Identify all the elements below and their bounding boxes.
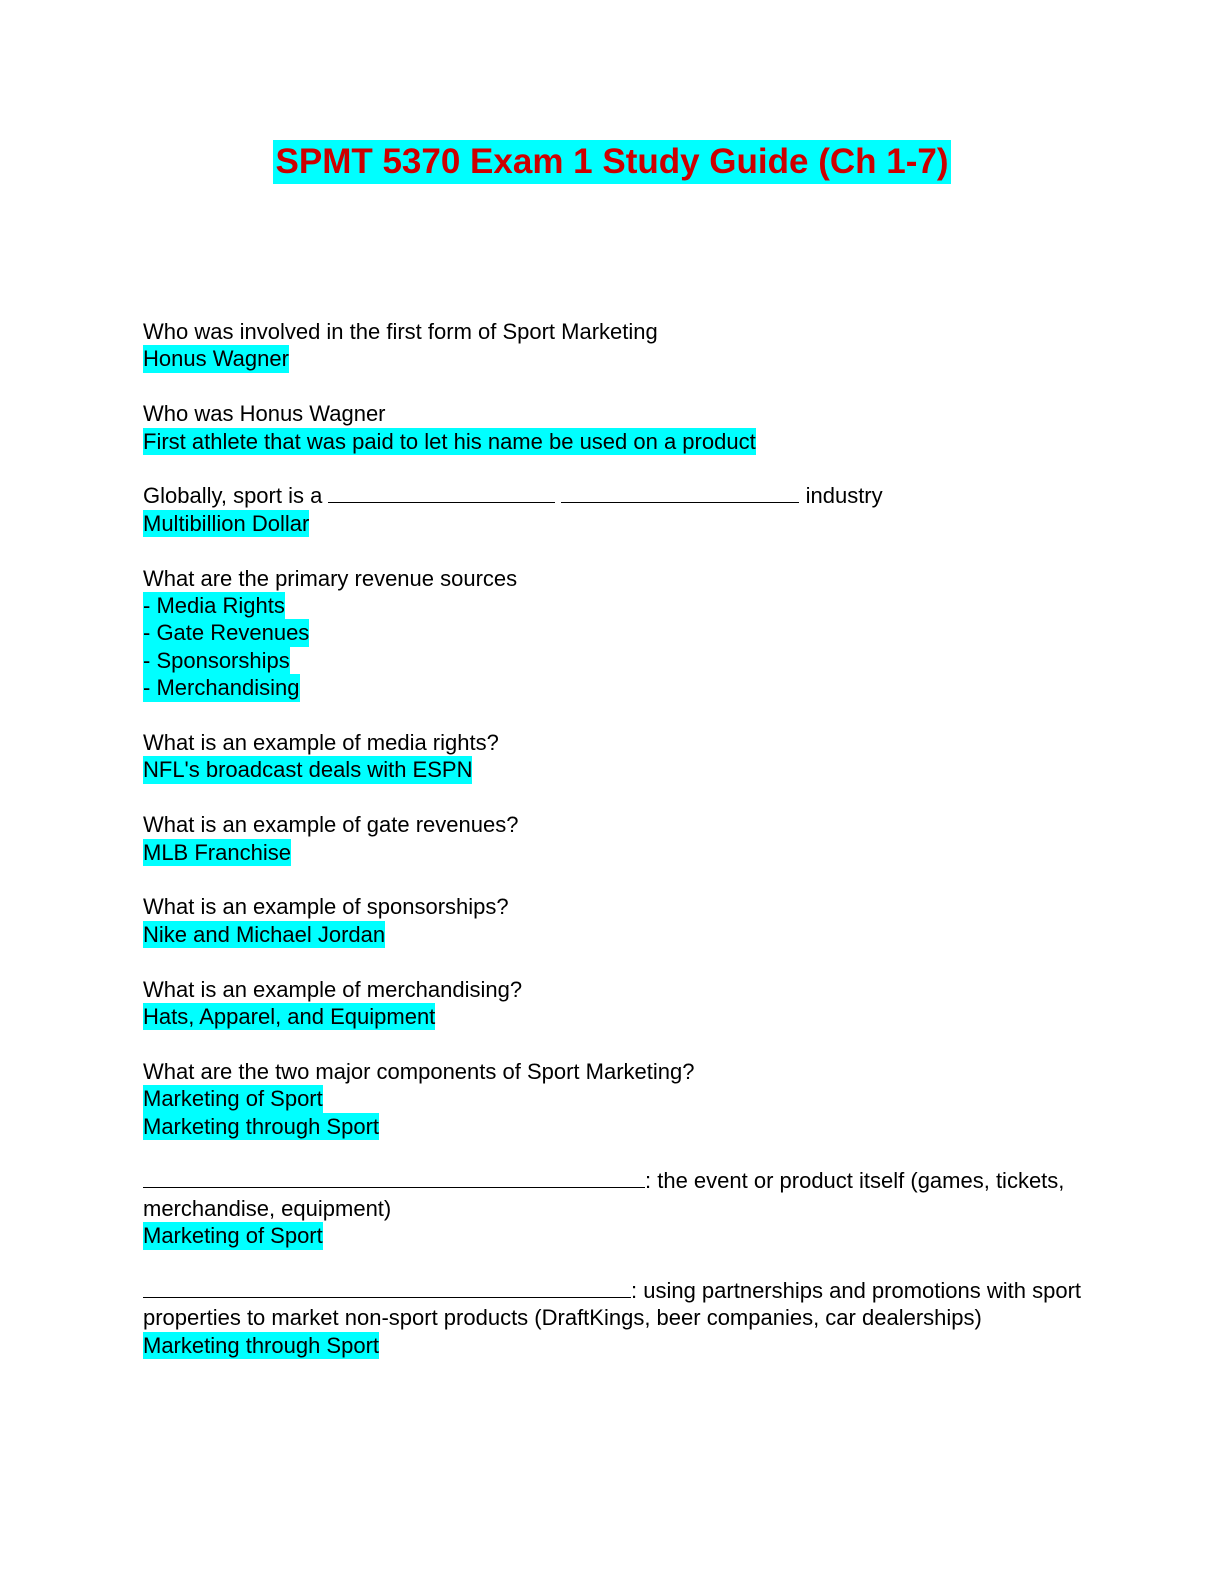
answer: Nike and Michael Jordan: [143, 921, 386, 947]
question-suffix: industry: [805, 483, 883, 509]
answer: Marketing of Sport: [143, 1223, 323, 1249]
fill-in-blank: [143, 1167, 645, 1188]
question: Who was Honus Wagner: [143, 401, 386, 427]
question: What is an example of sponsorships?: [143, 894, 509, 920]
question-suffix: : using partnerships and promotions with sport properties to market non-sport products (DraftKings, beer companies, car dealerships): [143, 1278, 1082, 1331]
answer: Marketing through Sport: [143, 1332, 380, 1358]
question-prefix: Globally, sport is a: [143, 483, 323, 509]
fill-in-blank: [143, 1277, 631, 1298]
answer-list-item: Marketing through Sport: [143, 1113, 380, 1139]
answer: Multibillion Dollar: [143, 510, 310, 536]
answer: NFL's broadcast deals with ESPN: [143, 757, 473, 783]
question: What are the primary revenue sources: [143, 565, 518, 591]
question: [143, 1277, 1083, 1332]
qa-item: [143, 1058, 1083, 1140]
question: [143, 1167, 1083, 1222]
answer-list-item: - Sponsorships: [143, 647, 290, 673]
fill-in-blank: [561, 482, 799, 503]
qa-item: [143, 811, 1083, 866]
answer-list-item: Marketing of Sport: [143, 1086, 323, 1112]
answer-list-item: - Media Rights: [143, 593, 285, 619]
answer: Honus Wagner: [143, 346, 289, 372]
qa-item: [143, 1277, 1083, 1359]
question-suffix: : the event or product itself (games, tickets, merchandise, equipment): [143, 1168, 1065, 1221]
question: What is an example of media rights?: [143, 730, 499, 756]
qa-item: [143, 976, 1083, 1031]
qa-item: [143, 893, 1083, 948]
answer-list-item: - Gate Revenues: [143, 620, 310, 646]
qa-item: [143, 1167, 1083, 1249]
question: What is an example of gate revenues?: [143, 812, 519, 838]
qa-item: [143, 318, 1083, 373]
question: [143, 482, 1083, 509]
qa-item: [143, 565, 1083, 702]
document-title: SPMT 5370 Exam 1 Study Guide (Ch 1-7): [273, 140, 952, 184]
answer: First athlete that was paid to let his name be used on a product: [143, 428, 756, 454]
answer: MLB Franchise: [143, 839, 291, 865]
answer: Hats, Apparel, and Equipment: [143, 1004, 436, 1030]
answer-list-item: - Merchandising: [143, 675, 300, 701]
question: What are the two major components of Sport Marketing?: [143, 1058, 695, 1084]
qa-item: [143, 729, 1083, 784]
qa-item: [143, 400, 1083, 455]
question: Who was involved in the first form of Sport Marketing: [143, 319, 658, 344]
title-container: [0, 140, 1224, 184]
qa-item: [143, 482, 1083, 537]
study-guide-content: [143, 318, 1083, 1387]
question: What is an example of merchandising?: [143, 976, 523, 1002]
fill-in-blank: [328, 482, 555, 503]
